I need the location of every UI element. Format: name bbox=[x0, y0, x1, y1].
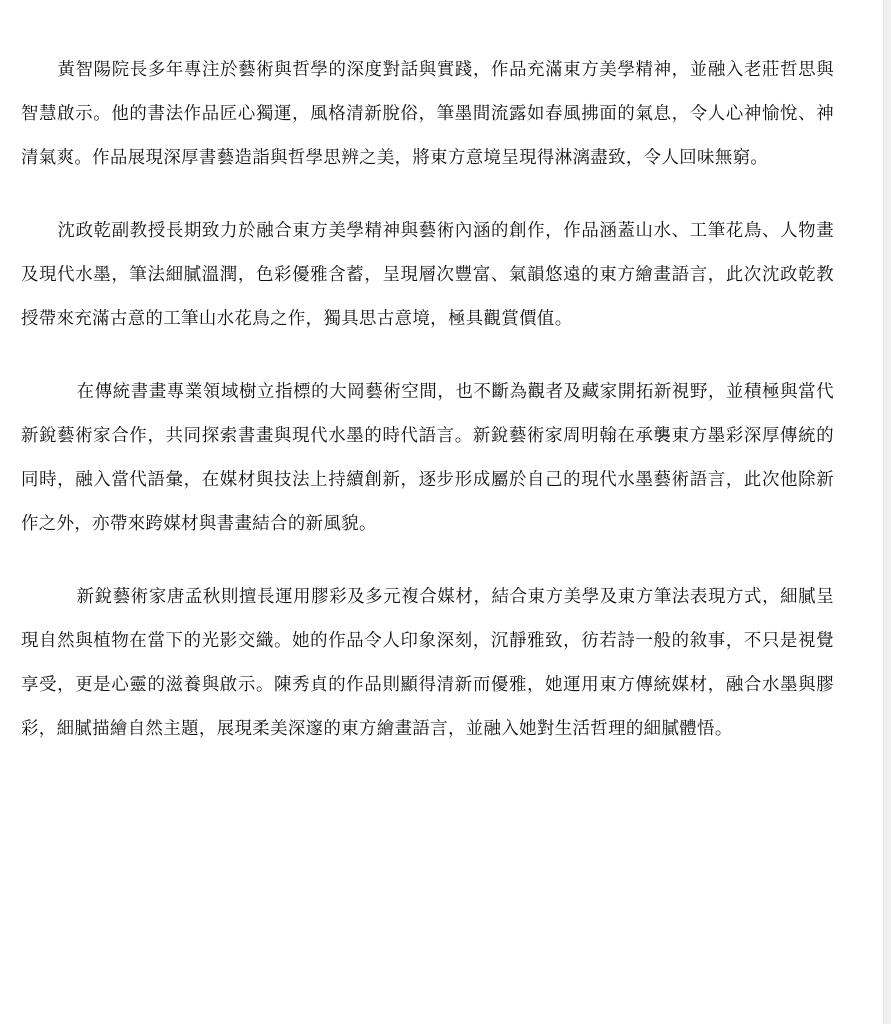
vertical-scrollbar[interactable] bbox=[883, 0, 891, 1024]
paragraph-shen-zhengqian: 沈政乾副教授長期致力於融合東方美學精神與藝術內涵的創作，作品涵蓋山水、工筆花鳥、人物畫及現代水墨，筆法細膩溫潤，色彩優雅含蓄，呈現層次豐富、氣韻悠遠的東方繪畫語言，此次沈政乾教授帶來充滿古意的工筆山水花鳥之作，獨具思古意境，極具觀賞價值。 bbox=[21, 221, 834, 329]
article-body bbox=[21, 48, 834, 780]
paragraph-dagang-art-space: 在傳統書畫專業領域樹立指標的大岡藝術空間，也不斷為觀者及藏家開拓新視野，並積極與當代新銳藝術家合作，共同探索書畫與現代水墨的時代語言。新銳藝術家周明翰在承襲東方墨彩深厚傳統的同時，融入當代語彙，在媒材與技法上持續創新，逐步形成屬於自己的現代水墨藝術語言，此次他除新作之外，亦帶來跨媒材與書畫結合的新風貌。 bbox=[21, 382, 834, 534]
paragraph-huang-zhiyang: 黃智陽院長多年專注於藝術與哲學的深度對話與實踐，作品充滿東方美學精神，並融入老莊哲思與智慧啟示。他的書法作品匠心獨運，風格清新脫俗，筆墨間流露如春風拂面的氣息，令人心神愉悅、神清氣爽。作品展現深厚書藝造詣與哲學思辨之美，將東方意境呈現得淋漓盡致，令人回味無窮。 bbox=[21, 60, 834, 168]
paragraph-tang-mengqiu: 新銳藝術家唐孟秋則擅長運用膠彩及多元複合媒材，結合東方美學及東方筆法表現方式，細膩呈現自然與植物在當下的光影交織。她的作品令人印象深刻，沉靜雅致，彷若詩一般的敘事，不只是視覺享受，更是心靈的滋養與啟示。陳秀貞的作品則顯得清新而優雅，她運用東方傳統媒材，融合水墨與膠彩，細膩描繪自然主題，展現柔美深邃的東方繪畫語言，並融入她對生活哲理的細膩體悟。 bbox=[21, 587, 834, 739]
